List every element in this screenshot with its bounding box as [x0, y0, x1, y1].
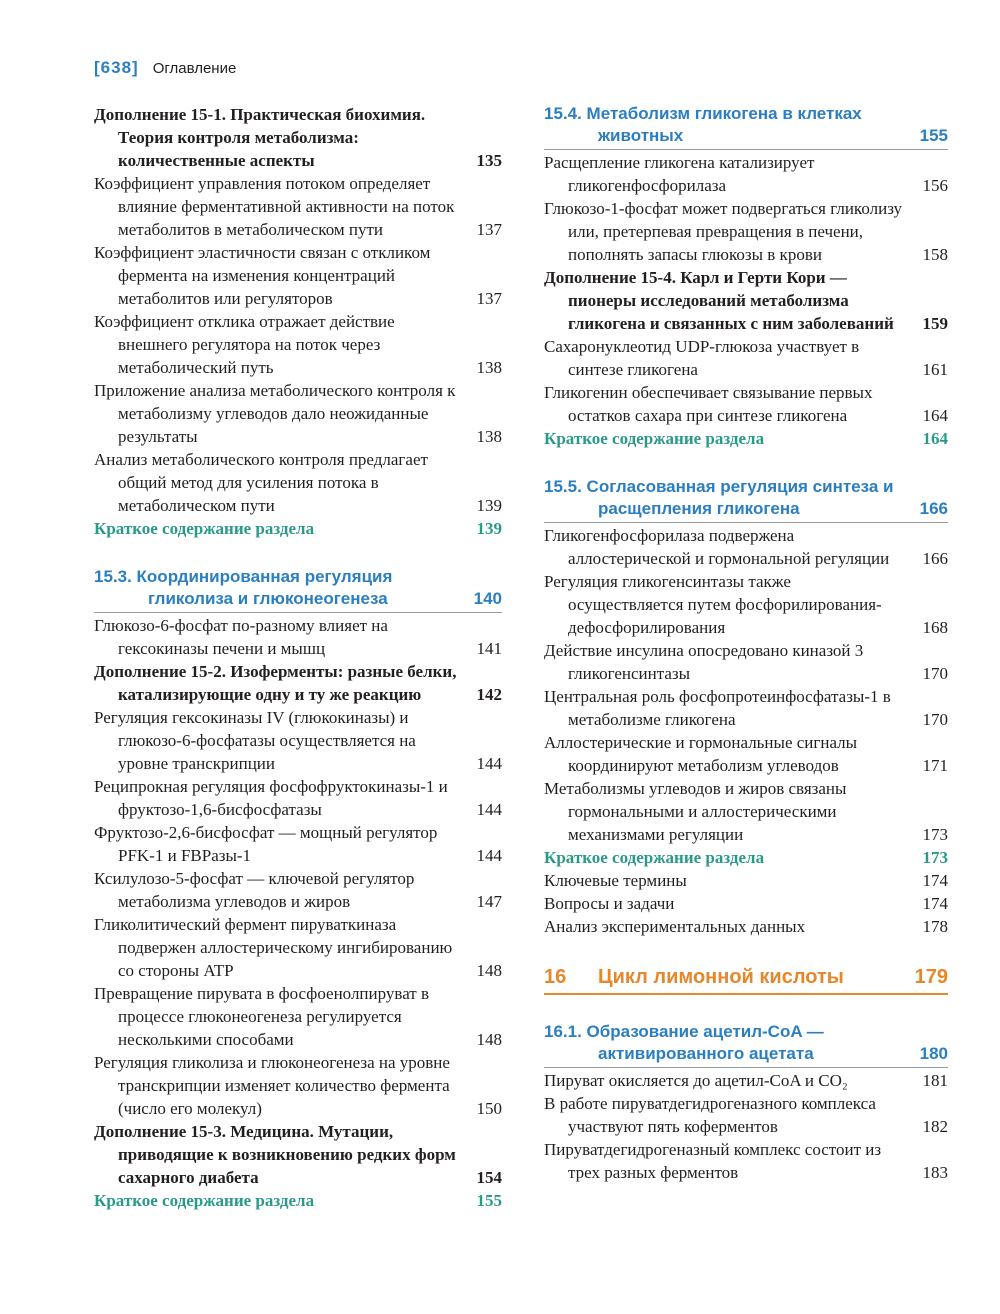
- toc-entry: [94, 172, 502, 241]
- page-ref: 159: [922, 314, 948, 333]
- entry-text: Анализ экспериментальных данных: [544, 917, 806, 936]
- entry-text: Сахаронуклеотид UDP-глюкоза участвует в синтезе гликогена: [544, 337, 860, 379]
- toc-entry: [544, 892, 948, 915]
- toc-entry: [544, 197, 948, 266]
- section-number: 15.3.: [94, 567, 137, 586]
- toc-section-heading: [94, 566, 502, 612]
- page-ref: 150: [476, 1099, 502, 1118]
- page-ref: 164: [922, 429, 948, 448]
- toc-summary-entry: [544, 846, 948, 869]
- toc-entry: [544, 639, 948, 685]
- page-ref: 170: [922, 710, 948, 729]
- toc-entry: [94, 775, 502, 821]
- page-ref: 170: [922, 664, 948, 683]
- section-title: Образование ацетил-CoA — активированного ацетата: [586, 1022, 824, 1063]
- toc-box-entry: [94, 103, 502, 172]
- entry-text: Пируватдегидрогеназный комплекс состоит из трех разных ферментов: [544, 1140, 882, 1182]
- chapter-title: Цикл лимонной кислоты: [598, 966, 844, 988]
- page-number: [638]: [94, 58, 139, 77]
- toc-entry: [544, 524, 948, 570]
- divider: [544, 149, 948, 150]
- toc-entry: [94, 706, 502, 775]
- entry-text: Гликогенфосфорилаза подвержена аллостерической и гормональной регуляции: [544, 526, 890, 568]
- divider: [544, 522, 948, 523]
- page-ref: 141: [476, 639, 502, 658]
- page-ref: 144: [476, 800, 502, 819]
- toc-entry: [94, 867, 502, 913]
- page-ref: 135: [476, 151, 502, 170]
- entry-text: Ключевые термины: [544, 871, 687, 890]
- page-ref: 174: [922, 871, 948, 890]
- entry-text: Центральная роль фосфопротеинфосфатазы-1 в метаболизме гликогена: [544, 687, 891, 729]
- entry-text: Дополнение 15-2. Изоферменты: разные белки, катализирующие одну и ту же реакцию: [94, 662, 457, 704]
- toc-entry: [94, 1051, 502, 1120]
- entry-text: Расщепление гликогена катализирует гликогенфосфорилаза: [544, 153, 815, 195]
- page-ref: 171: [922, 756, 948, 775]
- toc-section-heading: [544, 476, 948, 522]
- entry-text: Гликолитический фермент пируваткиназа подвержен аллостерическому ингибированию со стороны ATP: [94, 915, 453, 980]
- toc-box-entry: [544, 266, 948, 335]
- page-ref: 137: [476, 220, 502, 239]
- page-ref: 173: [922, 825, 948, 844]
- entry-text: Регуляция гликолиза и глюконеогенеза на уровне транскрипции изменяет количество фермента (число его молекул): [94, 1053, 450, 1118]
- page-ref: 182: [922, 1117, 948, 1136]
- page-ref: 154: [476, 1168, 502, 1187]
- toc-entry: [544, 151, 948, 197]
- entry-text: Реципрокная регуляция фосфофруктокиназы-1 и фруктозо-1,6-бисфосфатазы: [94, 777, 448, 819]
- page-ref: 174: [922, 894, 948, 913]
- page-ref: 164: [922, 406, 948, 425]
- page-ref: 137: [476, 289, 502, 308]
- toc-entry: [544, 777, 948, 846]
- entry-text: Метаболизмы углеводов и жиров связаны гормональными и аллостерическими механизмами регуляции: [544, 779, 847, 844]
- entry-text: Приложение анализа метаболического контроля к метаболизму углеводов дало неожиданные результаты: [94, 381, 456, 446]
- page-ref: 148: [476, 1030, 502, 1049]
- toc-summary-entry: [544, 427, 948, 450]
- page-ref: 181: [922, 1071, 948, 1090]
- page-ref: 166: [919, 499, 948, 518]
- toc-section-heading: [544, 1021, 948, 1067]
- page-ref: 139: [476, 496, 502, 515]
- section-number: 16.1.: [544, 1022, 587, 1041]
- running-title: Оглавление: [152, 60, 237, 77]
- page-ref: 140: [473, 589, 502, 608]
- page-ref: 155: [476, 1191, 502, 1210]
- entry-text: В работе пируватдегидрогеназного комплекса участвуют пять коферментов: [544, 1094, 876, 1136]
- page-ref: 168: [922, 618, 948, 637]
- page-ref: 179: [914, 966, 948, 988]
- page-ref: 183: [922, 1163, 948, 1182]
- toc-entry: [544, 1069, 948, 1092]
- page-ref: 144: [476, 846, 502, 865]
- toc-entry: [94, 241, 502, 310]
- page-ref: 139: [476, 519, 502, 538]
- entry-text: Фруктозо-2,6-бисфосфат — мощный регулятор PFK-1 и FBPазы-1: [94, 823, 438, 865]
- page-ref: 148: [476, 961, 502, 980]
- toc-section-heading: [544, 103, 948, 149]
- page-ref: 173: [922, 848, 948, 867]
- toc-chapter-heading: [544, 964, 948, 995]
- toc-entry: [94, 614, 502, 660]
- entry-text: Коэффициент управления потоком определяет влияние ферментативной активности на поток метаболитов в метаболическом пути: [94, 174, 455, 239]
- section-title: Координированная регуляция гликолиза и глюконеогенеза: [136, 567, 393, 608]
- toc-box-entry: [94, 660, 502, 706]
- entry-text: Гликогенин обеспечивает связывание первых остатков сахара при синтезе гликогена: [544, 383, 873, 425]
- section-number: 15.4.: [544, 104, 587, 123]
- page-header: [94, 58, 236, 78]
- toc-summary-entry: [94, 1189, 502, 1212]
- page-ref: 142: [476, 685, 502, 704]
- entry-text: Коэффициент отклика отражает действие внешнего регулятора на поток через метаболический путь: [94, 312, 395, 377]
- toc-entry: [544, 869, 948, 892]
- entry-text: Регуляция гексокиназы IV (глюкокиназы) и глюкозо-6-фосфатазы осуществляется на уровне транскрипции: [94, 708, 416, 773]
- divider: [544, 1067, 948, 1068]
- toc-entry: [544, 1092, 948, 1138]
- toc-entry: [544, 685, 948, 731]
- entry-text: Дополнение 15-4. Карл и Герти Кори — пионеры исследований метаболизма гликогена и связанных с ним заболеваний: [544, 268, 894, 333]
- page-ref: 156: [922, 176, 948, 195]
- page-ref: 147: [476, 892, 502, 911]
- toc-right-column: [544, 103, 948, 1184]
- toc-entry: [544, 570, 948, 639]
- toc-entry: [544, 731, 948, 777]
- page-ref: 161: [922, 360, 948, 379]
- page-ref: 138: [476, 358, 502, 377]
- entry-text: Краткое содержание раздела: [544, 848, 765, 867]
- section-title: Согласованная регуляция синтеза и расщепления гликогена: [586, 477, 894, 518]
- entry-text: Глюкозо-6-фосфат по-разному влияет на гексокиназы печени и мышц: [94, 616, 388, 658]
- page-ref: 138: [476, 427, 502, 446]
- page-ref: 180: [919, 1044, 948, 1063]
- toc-box-entry: [94, 1120, 502, 1189]
- toc-entry: [94, 448, 502, 517]
- page-ref: 158: [922, 245, 948, 264]
- entry-text: Краткое содержание раздела: [544, 429, 765, 448]
- entry-text: Глюкозо-1-фосфат может подвергаться гликолизу или, претерпевая превращения в печени, пополнять запасы глюкозы в крови: [544, 199, 903, 264]
- entry-text: Вопросы и задачи: [544, 894, 675, 913]
- section-title: Метаболизм гликогена в клетках животных: [586, 104, 862, 145]
- entry-text: Дополнение 15-3. Медицина. Мутации, приводящие к возникновению редких форм сахарного диабета: [94, 1122, 456, 1187]
- page-ref: 166: [922, 549, 948, 568]
- entry-text: Превращение пирувата в фосфоенолпируват в процессе глюконеогенеза регулируется несколькими способами: [94, 984, 430, 1049]
- entry-text: Пируват окисляется до ацетил-CoA и CO₂: [544, 1071, 848, 1090]
- toc-entry: [544, 915, 948, 938]
- entry-text: Дополнение 15-1. Практическая биохимия. Теория контроля метаболизма: количественные аспекты: [94, 105, 426, 170]
- toc-summary-entry: [94, 517, 502, 540]
- divider: [94, 612, 502, 613]
- entry-text: Коэффициент эластичности связан с откликом фермента на изменения концентраций метаболитов или регуляторов: [94, 243, 431, 308]
- page-ref: 155: [919, 126, 948, 145]
- toc-left-column: [94, 103, 502, 1212]
- page-ref: 178: [922, 917, 948, 936]
- entry-text: Аллостерические и гормональные сигналы координируют метаболизм углеводов: [544, 733, 858, 775]
- toc-entry: [94, 982, 502, 1051]
- toc-entry: [94, 310, 502, 379]
- page-ref: 144: [476, 754, 502, 773]
- entry-text: Краткое содержание раздела: [94, 519, 315, 538]
- toc-entry: [544, 1138, 948, 1184]
- entry-text: Действие инсулина опосредовано киназой 3 гликогенсинтазы: [544, 641, 864, 683]
- entry-text: Регуляция гликогенсинтазы также осуществляется путем фосфорилирования-дефосфорилирования: [544, 572, 882, 637]
- toc-entry: [94, 913, 502, 982]
- toc-entry: [544, 381, 948, 427]
- toc-entry: [544, 335, 948, 381]
- chapter-number: 16: [544, 966, 567, 988]
- toc-entry: [94, 821, 502, 867]
- section-number: 15.5.: [544, 477, 587, 496]
- entry-text: Ксилулозо-5-фосфат — ключевой регулятор метаболизма углеводов и жиров: [94, 869, 415, 911]
- entry-text: Краткое содержание раздела: [94, 1191, 315, 1210]
- entry-text: Анализ метаболического контроля предлагает общий метод для усиления потока в метаболическом пути: [94, 450, 428, 515]
- toc-entry: [94, 379, 502, 448]
